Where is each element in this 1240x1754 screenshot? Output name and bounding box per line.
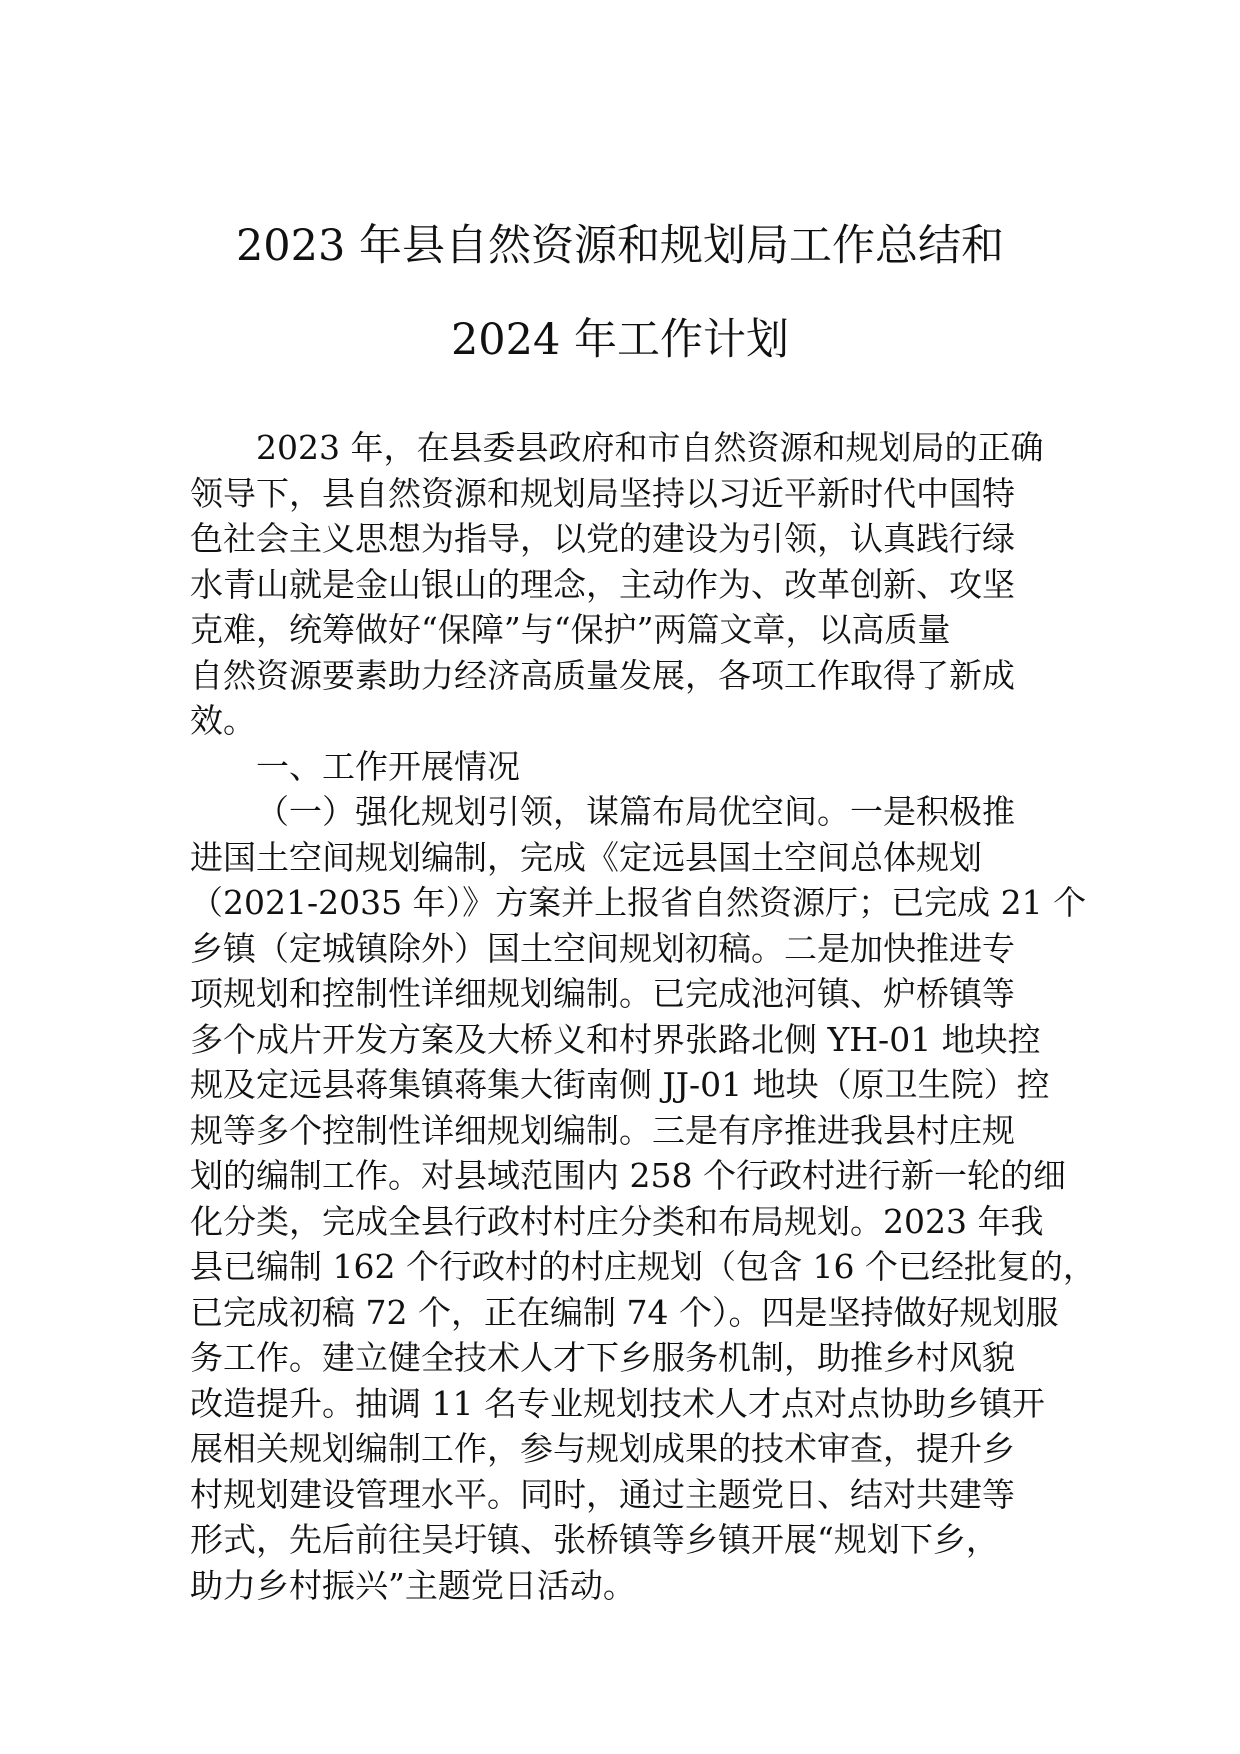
body-line: 2023 年，在县委县政府和市自然资源和规划局的正确	[256, 428, 1044, 467]
section-heading: 一、工作开展情况	[256, 746, 520, 786]
document-body	[190, 425, 1096, 1608]
body-line: 进国土空间规划编制，完成《定远县国土空间总体规划	[190, 837, 982, 877]
body-line: 规等多个控制性详细规划编制。三是有序推进我县村庄规	[190, 1110, 1015, 1150]
body-line: 县已编制 162 个行政村的村庄规划（包含 16 个已经批复的，	[190, 1247, 1096, 1286]
body-line: 村规划建设管理水平。同时，通过主题党日、结对共建等	[190, 1474, 1015, 1514]
body-line: 效。	[190, 701, 256, 740]
body-line: 克难，统筹做好“保障”与“保护”两篇文章，以高质量	[190, 610, 951, 649]
body-line: 乡镇（定城镇除外）国土空间规划初稿。二是加快推进专	[190, 928, 1015, 968]
body-line: 划的编制工作。对县域范围内 258 个行政村进行新一轮的细	[190, 1156, 1066, 1195]
document-title-line-1: 2023 年县自然资源和规划局工作总结和	[235, 221, 1005, 271]
body-line: 水青山就是金山银山的理念，主动作为、改革创新、攻坚	[190, 564, 1015, 604]
body-line: （2021-2035 年）》方案并上报省自然资源厅；已完成 21 个	[190, 883, 1087, 922]
body-line: 形式，先后前往吴圩镇、张桥镇等乡镇开展“规划下乡，	[190, 1520, 999, 1559]
body-line: 项规划和控制性详细规划编制。已完成池河镇、炉桥镇等	[190, 974, 1015, 1013]
document-title-line-2: 2024 年工作计划	[450, 315, 790, 365]
body-line: 化分类，完成全县行政村村庄分类和布局规划。2023 年我	[190, 1201, 1044, 1241]
body-line: （一）强化规划引领，谋篇布局优空间。一是积极推	[256, 792, 1015, 831]
body-line: 已完成初稿 72 个，正在编制 74 个）。四是坚持做好规划服	[190, 1292, 1059, 1332]
body-line: 规及定远县蒋集镇蒋集大街南侧 JJ-01 地块（原卫生院）控	[190, 1065, 1050, 1104]
body-line: 多个成片开发方案及大桥义和村界张路北侧 YH-01 地块控	[190, 1019, 1041, 1059]
body-line: 自然资源要素助力经济高质量发展，各项工作取得了新成	[190, 655, 1015, 695]
body-line: 助力乡村振兴”主题党日活动。	[190, 1565, 636, 1605]
body-line: 改造提升。抽调 11 名专业规划技术人才点对点协助乡镇开	[190, 1383, 1045, 1423]
body-line: 务工作。建立健全技术人才下乡服务机制，助推乡村风貌	[190, 1338, 1015, 1377]
body-line: 领导下，县自然资源和规划局坚持以习近平新时代中国特	[190, 473, 1015, 513]
body-line: 色社会主义思想为指导，以党的建设为引领，认真践行绿	[190, 519, 1015, 558]
body-line: 展相关规划编制工作，参与规划成果的技术审查，提升乡	[190, 1429, 1015, 1468]
